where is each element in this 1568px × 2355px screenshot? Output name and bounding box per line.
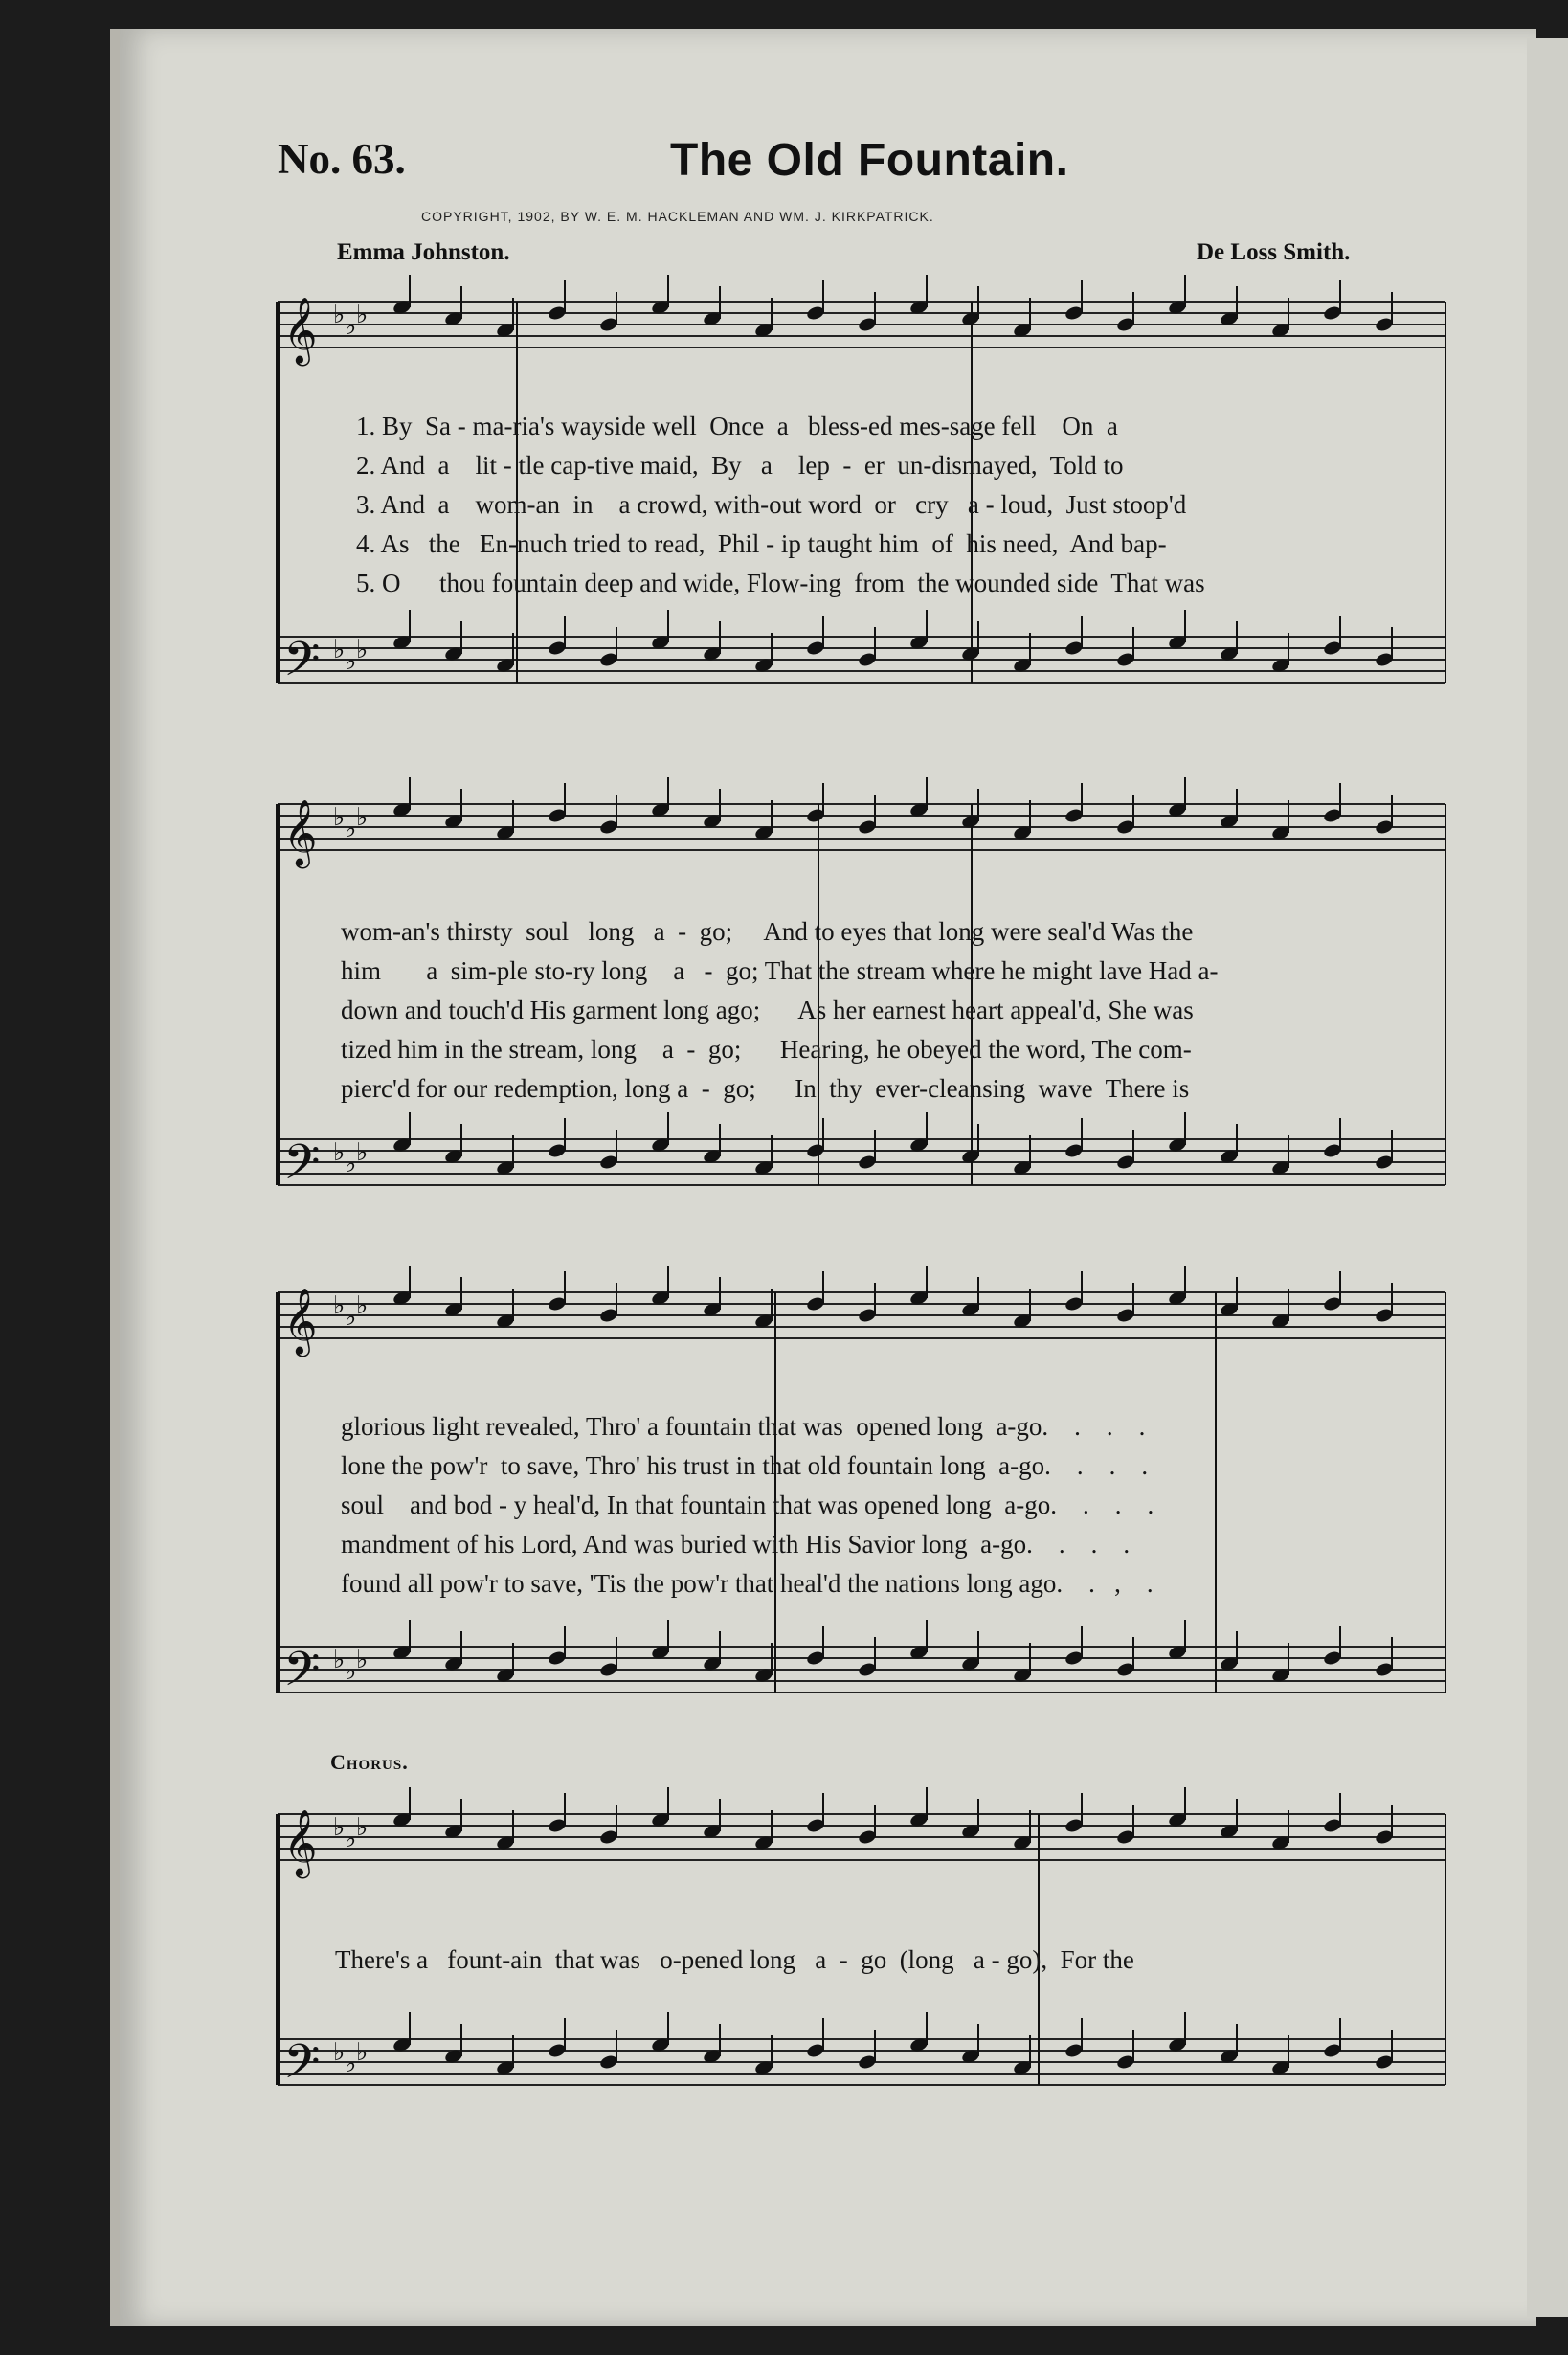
flat-icon: ♭ xyxy=(345,1657,357,1686)
flat-icon: ♭ xyxy=(333,636,346,664)
flat-icon: ♭ xyxy=(333,1646,346,1674)
chorus-line: There's a fount-ain that was o-pened long a - go (long a - go), For the xyxy=(335,1945,1134,1974)
treble-clef-icon: 𝄞 xyxy=(283,297,318,364)
flat-icon: ♭ xyxy=(345,2050,357,2078)
flat-icon: ♭ xyxy=(345,815,357,843)
flat-icon: ♭ xyxy=(356,1813,369,1842)
treble-clef-icon: 𝄞 xyxy=(283,799,318,866)
verse-line: soul and bod - y heal'd, In that fountain that was opened long a-go. . . . xyxy=(341,1491,1154,1519)
bass-clef-icon: 𝄢 xyxy=(283,632,321,699)
bass-clef-icon: 𝄢 xyxy=(283,1134,321,1201)
flat-icon: ♭ xyxy=(333,803,346,832)
verse-line: lone the pow'r to save, Thro' his trust in that old fountain long a-go. . . . xyxy=(341,1451,1149,1480)
composer-credit: De Loss Smith. xyxy=(1197,239,1351,265)
flat-icon: ♭ xyxy=(333,1291,346,1320)
flat-icon: ♭ xyxy=(333,1813,346,1842)
hymn-number: No. 63. xyxy=(278,135,406,183)
verse-line: down and touch'd His garment long ago; As her earnest heart appeal'd, She was xyxy=(341,996,1194,1024)
chorus-label: Chorus. xyxy=(330,1750,409,1774)
flat-icon: ♭ xyxy=(356,1291,369,1320)
flat-icon: ♭ xyxy=(356,301,369,329)
flat-icon: ♭ xyxy=(333,1138,346,1167)
flat-icon: ♭ xyxy=(345,647,357,676)
copyright-notice: COPYRIGHT, 1902, BY W. E. M. HACKLEMAN AND WM. J. KIRKPATRICK. xyxy=(421,209,934,224)
bass-clef-icon: 𝄢 xyxy=(283,1642,321,1709)
treble-clef-icon: 𝄞 xyxy=(283,1809,318,1876)
treble-clef-icon: 𝄞 xyxy=(283,1288,318,1355)
verse-line: 3. And a wom-an in a crowd, with-out word or cry a - loud, Just stoop'd xyxy=(356,490,1187,519)
flat-icon: ♭ xyxy=(356,636,369,664)
verse-line: 2. And a lit - tle cap-tive maid, By a lep - er un-dismayed, Told to xyxy=(356,451,1124,480)
verse-line: mandment of his Lord, And was buried with His Savior long a-go. . . . xyxy=(341,1530,1131,1559)
flat-icon: ♭ xyxy=(333,2038,346,2067)
verse-line: tized him in the stream, long a - go; Hearing, he obeyed the word, The com- xyxy=(341,1035,1192,1064)
flat-icon: ♭ xyxy=(345,1303,357,1332)
verse-line: 5. O thou fountain deep and wide, Flow-ing from the wounded side That was xyxy=(356,569,1205,597)
flat-icon: ♭ xyxy=(345,312,357,341)
flat-icon: ♭ xyxy=(345,1150,357,1178)
lyricist-credit: Emma Johnston. xyxy=(337,239,510,265)
flat-icon: ♭ xyxy=(356,1646,369,1674)
flat-icon: ♭ xyxy=(356,2038,369,2067)
verse-line: 1. By Sa - ma-ria's wayside well Once a bless-ed mes-sage fell On a xyxy=(356,412,1118,440)
verse-line: glorious light revealed, Thro' a fountain that was opened long a-go. . . . xyxy=(341,1412,1146,1441)
verse-line: him a sim-ple sto-ry long a - go; That the stream where he might lave Had a- xyxy=(341,956,1219,985)
flat-icon: ♭ xyxy=(356,803,369,832)
verse-line: pierc'd for our redemption, long a - go; In thy ever-cleansing wave There is xyxy=(341,1074,1190,1103)
bass-clef-icon: 𝄢 xyxy=(283,2034,321,2101)
flat-icon: ♭ xyxy=(356,1138,369,1167)
hymn-title: The Old Fountain. xyxy=(670,135,1069,186)
flat-icon: ♭ xyxy=(345,1825,357,1853)
verse-line: wom-an's thirsty soul long a - go; And to eyes that long were seal'd Was the xyxy=(341,917,1194,946)
flat-icon: ♭ xyxy=(333,301,346,329)
verse-line: found all pow'r to save, 'Tis the pow'r that heal'd the nations long ago. . , . xyxy=(341,1569,1154,1598)
verse-line: 4. As the En-nuch tried to read, Phil - ip taught him of his need, And bap- xyxy=(356,529,1167,558)
